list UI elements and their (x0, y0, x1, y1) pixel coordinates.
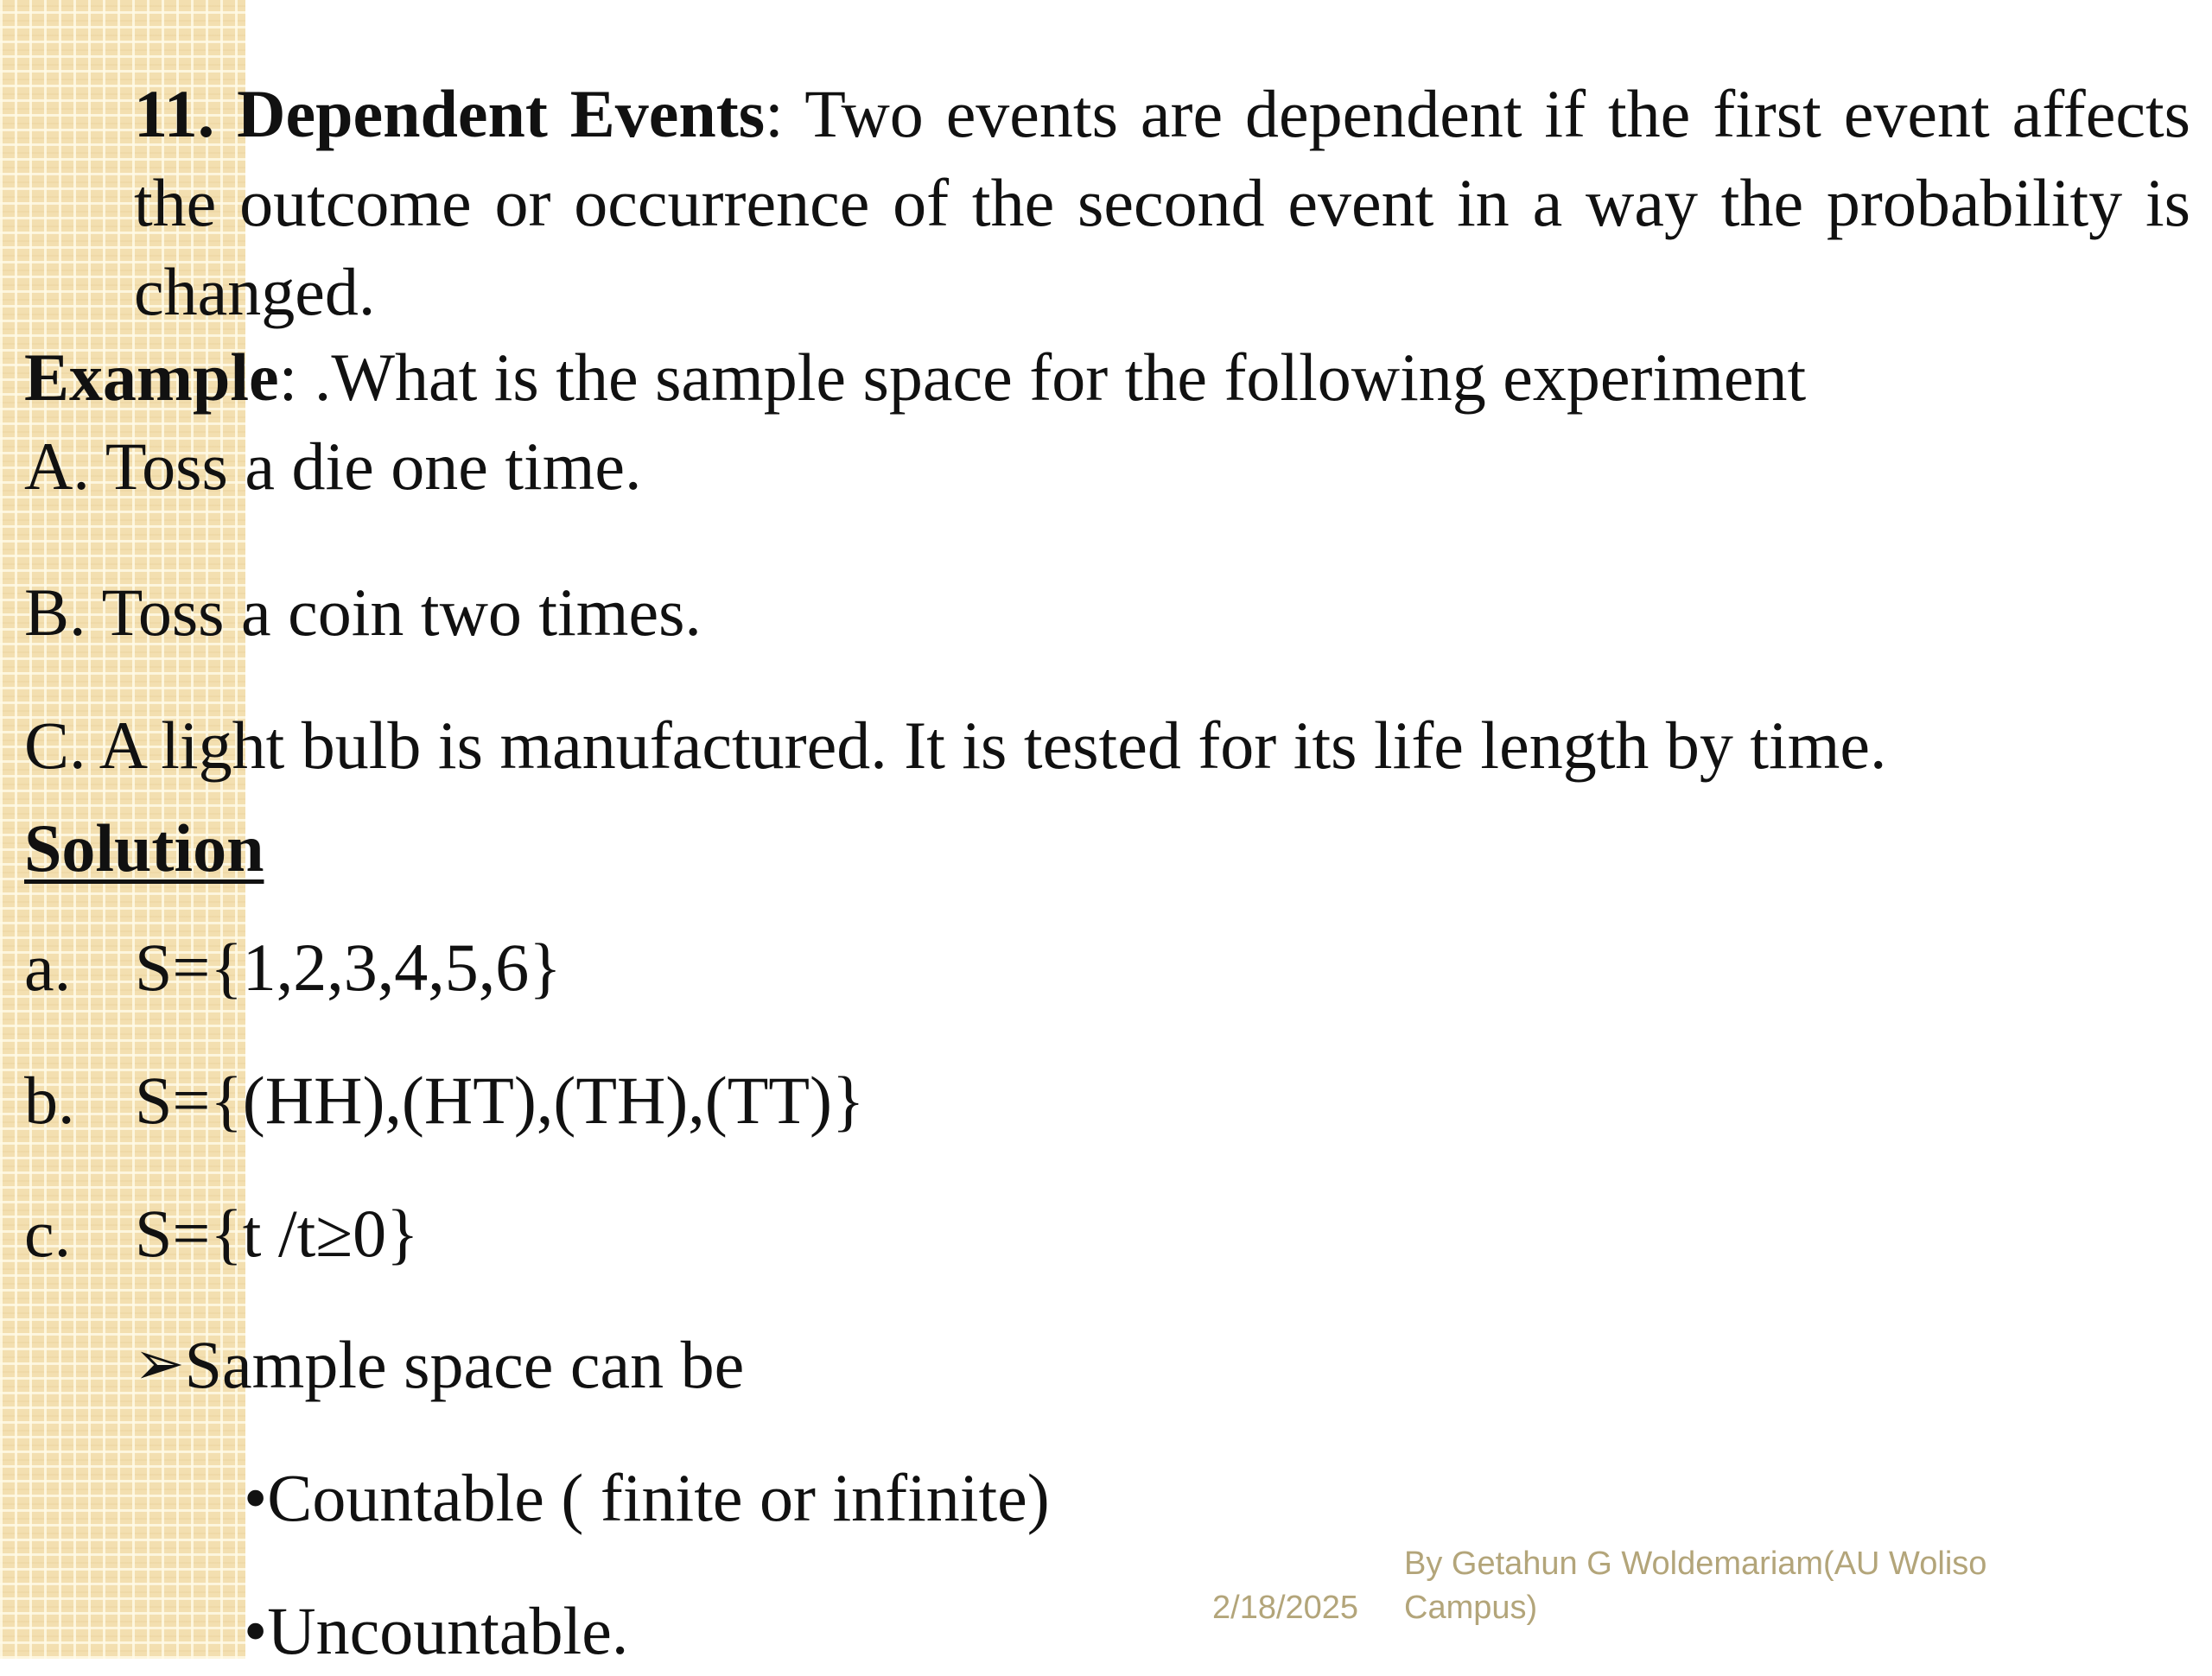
example-item-c: C. A light bulb is manufactured. It is tested for its life length by time. (24, 708, 1887, 783)
solution-item-a-text: S={1,2,3,4,5,6} (135, 930, 562, 1005)
definition-number: 11. (134, 76, 215, 151)
solution-heading: Solution (24, 810, 264, 886)
solution-item-b-label: b. (24, 1063, 75, 1138)
footer-date: 2/18/2025 (1212, 1590, 1359, 1626)
definition-colon: : (765, 76, 784, 151)
footer-author-line1: By Getahun G Woldemariam(AU Woliso (1404, 1546, 1987, 1582)
solution-item-c-text: S={t /t≥0} (135, 1196, 419, 1271)
solution-item-a-label: a. (24, 930, 72, 1005)
arrow-bullet-icon: ➢ (134, 1331, 185, 1398)
definition-text: Two events are dependent if the first event affects the outcome or occurrence of the second event in a way the probability is changed. (134, 76, 2190, 329)
solution-item-c-label: c. (24, 1196, 72, 1271)
bullet-uncountable: •Uncountable. (244, 1593, 629, 1668)
definition-term: Dependent Events (237, 76, 766, 151)
example-label: Example (24, 340, 279, 415)
example-item-b: B. Toss a coin two times. (24, 575, 702, 650)
footer-author-line2: Campus) (1404, 1590, 1538, 1626)
definition-paragraph (134, 69, 2190, 336)
solution-item-c (24, 1189, 419, 1279)
sample-space-note-text: Sample space can be (184, 1327, 745, 1402)
example-text: : .What is the sample space for the following experiment (278, 340, 1807, 415)
bullet-countable: •Countable ( finite or infinite) (244, 1460, 1050, 1535)
example-item-a: A. Toss a die one time. (24, 429, 642, 504)
solution-item-b (24, 1056, 864, 1146)
solution-item-b-text: S={(HH),(HT),(TH),(TT)} (135, 1063, 865, 1138)
solution-item-a (24, 923, 562, 1013)
example-line (24, 333, 1806, 422)
sample-space-note (134, 1320, 744, 1413)
